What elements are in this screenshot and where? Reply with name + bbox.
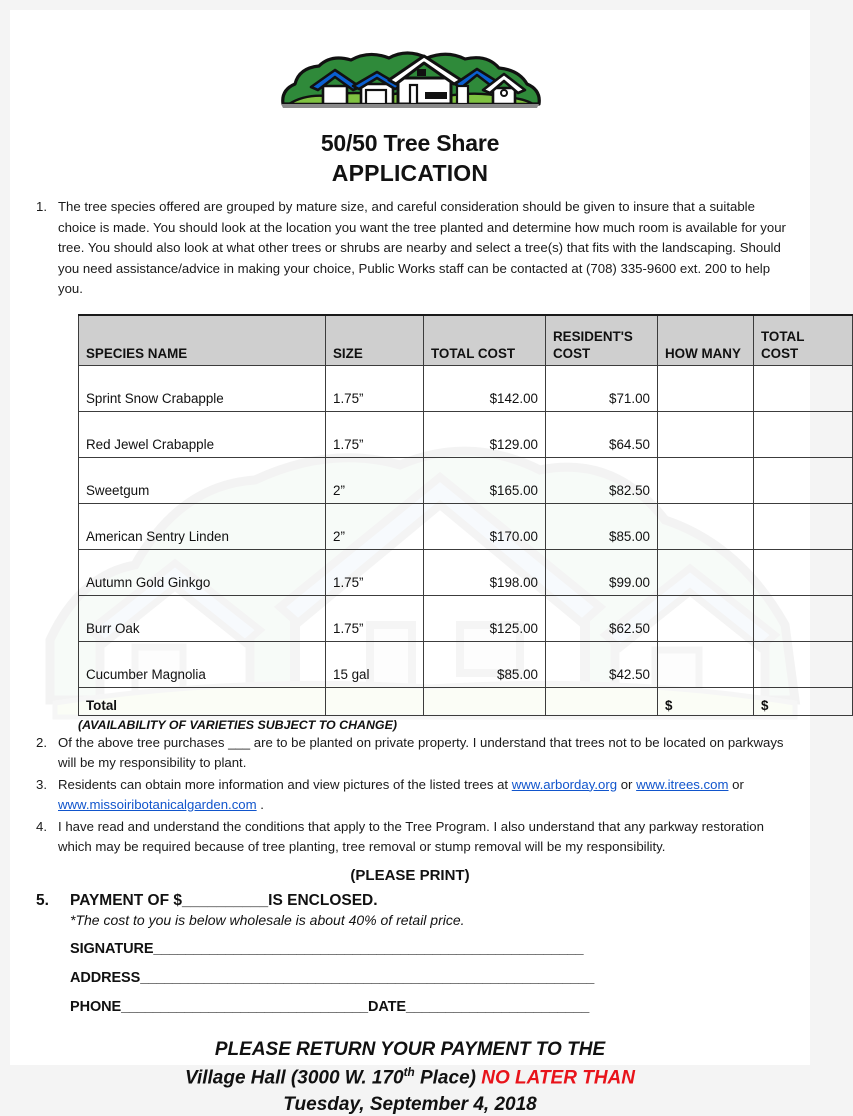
cell-species: Sprint Snow Crabapple [79, 365, 326, 411]
total-how-many-input[interactable]: $ [658, 687, 754, 715]
total-res [546, 687, 658, 715]
header-total-cost: TOTAL COST [424, 315, 546, 366]
tree-price-table-wrapper [10, 314, 810, 716]
footer-line-2-address: Village Hall (3000 W. 170 [184, 1066, 404, 1088]
header-resident-cost: RESIDENT'S COST [546, 315, 658, 366]
cell-how-many-input[interactable] [658, 595, 754, 641]
village-houses-logo [10, 10, 810, 122]
footer-ordinal-suffix: th [403, 1065, 415, 1079]
list-item-3-text-after: . [256, 797, 264, 812]
cell-size: 1.75” [326, 549, 424, 595]
table-row [79, 641, 853, 687]
cell-total-input[interactable] [754, 503, 853, 549]
table-header [79, 315, 853, 366]
phone-date-field[interactable] [10, 999, 810, 1015]
cell-species: Burr Oak [79, 595, 326, 641]
cell-how-many-input[interactable] [658, 365, 754, 411]
payment-line [10, 892, 810, 910]
list-item-3-text-mid-1: or [617, 776, 637, 792]
address-label: ADDRESS [70, 969, 141, 986]
list-item-3-text-before: Residents can obtain more information and view pictures of the listed trees at [58, 776, 512, 792]
footer-line-1: PLEASE RETURN YOUR PAYMENT TO THE [214, 1038, 606, 1060]
cell-size: 2” [326, 457, 424, 503]
cell-how-many-input[interactable] [658, 641, 754, 687]
header-species-name: SPECIES NAME [79, 315, 326, 366]
signature-label: SIGNATURE [70, 940, 154, 957]
cell-how-many-input[interactable] [658, 411, 754, 457]
payment-text[interactable]: PAYMENT OF $__________IS ENCLOSED. [70, 891, 378, 909]
list-item-2 [10, 733, 810, 774]
footer-line-2-place: Place) [414, 1066, 482, 1088]
total-cost [424, 687, 546, 715]
table-row [79, 595, 853, 641]
cell-how-many-input[interactable] [658, 549, 754, 595]
header-how-many: HOW MANY [658, 315, 754, 366]
cell-res: $82.50 [546, 457, 658, 503]
cell-total: $85.00 [424, 641, 546, 687]
list-item-1 [10, 197, 810, 300]
cell-size: 2” [326, 503, 424, 549]
footer-line-3: Tuesday, September 4, 2018 [283, 1093, 537, 1115]
cell-how-many-input[interactable] [658, 503, 754, 549]
phone-label: PHONE [70, 998, 122, 1015]
table-total-row [79, 687, 853, 715]
list-item-1-text: The tree species offered are grouped by mature size, and careful consideration should be given to insure that a suitable choice is made. You should look at the location you want the tree planted and determine how much room is available for your tree. You should also look at what other trees or shrubs are nearby and select a tree(s) that fits with the landscaping. Should you need assistance/advice in making your choice, Public Works staff can be contacted at (708) 335-9600 ext. 200 to help you. [58, 199, 786, 296]
link-itrees[interactable]: www.itrees.com [636, 776, 729, 792]
cell-res: $42.50 [546, 641, 658, 687]
cell-res: $99.00 [546, 549, 658, 595]
link-arborday[interactable]: www.arborday.org [511, 776, 618, 792]
cell-species: Red Jewel Crabapple [79, 411, 326, 457]
cell-how-many-input[interactable] [658, 457, 754, 503]
header-size: SIZE [326, 315, 424, 366]
cell-total-input[interactable] [754, 411, 853, 457]
please-print-label: (PLEASE PRINT) [350, 866, 470, 884]
cell-res: $71.00 [546, 365, 658, 411]
list-item-3 [10, 775, 810, 816]
list-item-3-number: 3. [36, 776, 47, 792]
table-header-row [79, 315, 853, 366]
total-total-input[interactable]: $ [754, 687, 853, 715]
signature-rule: ______________________________________________________ [153, 940, 584, 957]
signature-field[interactable] [10, 941, 810, 957]
table-row [79, 503, 853, 549]
cell-total: $165.00 [424, 457, 546, 503]
cell-total-input[interactable] [754, 365, 853, 411]
phone-rule: _______________________________ [121, 998, 368, 1015]
cell-total: $125.00 [424, 595, 546, 641]
cell-total: $142.00 [424, 365, 546, 411]
list-item-2-number: 2. [36, 734, 47, 750]
cell-species: Sweetgum [79, 457, 326, 503]
cell-total: $129.00 [424, 411, 546, 457]
cell-species: Cucumber Magnolia [79, 641, 326, 687]
list-item-4-number: 4. [36, 818, 47, 834]
list-item-4-text: I have read and understand the conditions that apply to the Tree Program. I also understand that any parkway restoration which may be required because of tree planting, tree removal or stump removal will be my responsibility. [58, 818, 764, 854]
cell-total-input[interactable] [754, 641, 853, 687]
cell-total-input[interactable] [754, 457, 853, 503]
payment-note: *The cost to you is below wholesale is about 40% of retail price. [70, 911, 465, 928]
list-item-3-text-mid-2: or [728, 776, 744, 792]
document-page [10, 10, 810, 1115]
cell-total-input[interactable] [754, 549, 853, 595]
table-body [79, 365, 853, 715]
cell-res: $64.50 [546, 411, 658, 457]
cell-size: 1.75” [326, 595, 424, 641]
page-title-line-2: APPLICATION [331, 160, 489, 186]
page-title-line-1: 50/50 Tree Share [320, 130, 500, 156]
header-total-cost-2: TOTAL COST [754, 315, 853, 366]
list-item-1-number: 1. [36, 199, 47, 214]
table-row [79, 549, 853, 595]
cell-species: Autumn Gold Ginkgo [79, 549, 326, 595]
table-row [79, 411, 853, 457]
list-item-4 [10, 817, 810, 858]
total-label: Total [79, 687, 326, 715]
total-size [326, 687, 424, 715]
cell-res: $85.00 [546, 503, 658, 549]
table-row [79, 365, 853, 411]
address-field[interactable] [10, 970, 810, 986]
cell-total: $198.00 [424, 549, 546, 595]
link-missouri-botanical-garden[interactable]: www.missoiribotanicalgarden.com [58, 797, 257, 812]
date-rule: _______________________ [405, 998, 590, 1015]
cell-res: $62.50 [546, 595, 658, 641]
list-item-2-text: Of the above tree purchases ___ are to be planted on private property. I understand that trees not to be located on parkways will be my responsibility to plant. [58, 734, 784, 770]
cell-size: 1.75” [326, 411, 424, 457]
cell-total: $170.00 [424, 503, 546, 549]
payment-number: 5. [36, 891, 49, 909]
table-row [79, 457, 853, 503]
cell-size: 1.75” [326, 365, 424, 411]
cell-species: American Sentry Linden [79, 503, 326, 549]
footer-line-2 [10, 1066, 810, 1089]
address-rule: _________________________________________________________ [140, 969, 595, 986]
footer-deadline-emphasis: NO LATER THAN [481, 1066, 635, 1088]
cell-size: 15 gal [326, 641, 424, 687]
cell-total-input[interactable] [754, 595, 853, 641]
availability-note: (AVAILABILITY OF VARIETIES SUBJECT TO CHANGE) [78, 717, 397, 732]
tree-price-table [78, 314, 853, 716]
date-label: DATE [367, 998, 406, 1015]
